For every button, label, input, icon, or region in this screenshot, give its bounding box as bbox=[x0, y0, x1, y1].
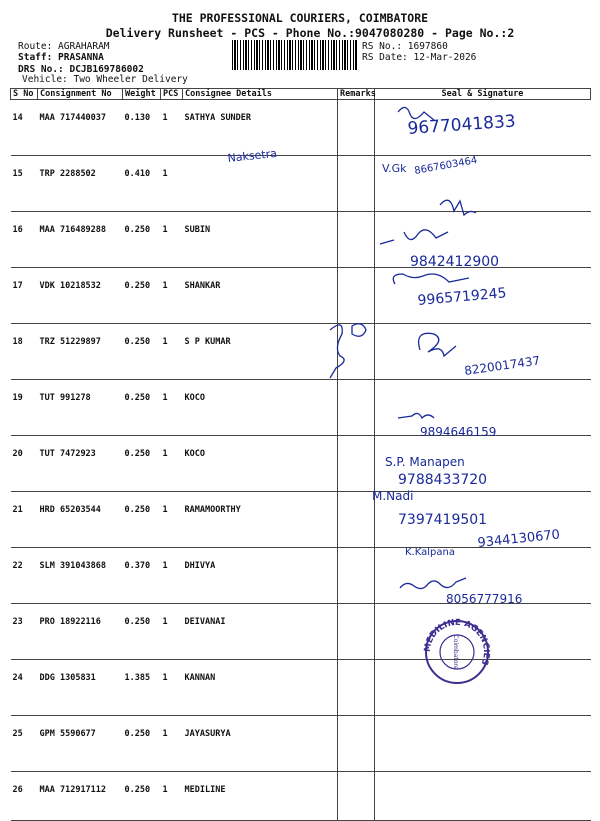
signature-cell bbox=[375, 436, 591, 492]
table-row bbox=[11, 100, 591, 156]
handwriting-row24-name: K.Kalpana bbox=[405, 547, 455, 558]
company-title: THE PROFESSIONAL COURIERS, COIMBATORE bbox=[171, 11, 429, 25]
consignment-cell: HRD 65203544 bbox=[38, 492, 123, 548]
pcs-cell: 1 bbox=[161, 548, 183, 604]
sno-cell: 14 bbox=[11, 100, 38, 156]
handwriting-row22-name: S.P. Manapen bbox=[385, 455, 465, 469]
staff-label: Staff: PRASANNA bbox=[18, 52, 104, 63]
weight-cell: 0.250 bbox=[123, 436, 161, 492]
table-row bbox=[11, 772, 591, 821]
pcs-cell: 1 bbox=[161, 436, 183, 492]
handwriting-row24-phone: 9344130670 bbox=[476, 527, 561, 551]
svg-text:MEDILINE AGENCIES: MEDILINE AGENCIES bbox=[422, 617, 492, 667]
handwriting-row22-phone: 9788433720 bbox=[398, 472, 488, 488]
sno-cell: 21 bbox=[11, 492, 38, 548]
signature-cell bbox=[375, 604, 591, 660]
pcs-cell: 1 bbox=[161, 212, 183, 268]
rs-date: RS Date: 12-Mar-2026 bbox=[362, 52, 477, 63]
consignment-cell: GPM 5590677 bbox=[38, 716, 123, 772]
table-row bbox=[11, 324, 591, 380]
weight-cell: 0.410 bbox=[123, 156, 161, 212]
remarks-cell bbox=[338, 772, 375, 821]
pcs-cell: 1 bbox=[161, 100, 183, 156]
remarks-cell bbox=[338, 604, 375, 660]
weight-cell: 0.250 bbox=[123, 492, 161, 548]
table-header bbox=[11, 89, 591, 100]
pcs-cell: 1 bbox=[161, 716, 183, 772]
weight-cell: 0.250 bbox=[123, 772, 161, 821]
consignment-cell: MAA 716489288 bbox=[38, 212, 123, 268]
svg-text:Coimbatore: Coimbatore bbox=[452, 634, 459, 670]
weight-cell: 0.370 bbox=[123, 548, 161, 604]
remarks-cell bbox=[338, 492, 375, 548]
handwriting-row17-phone: 9842412900 bbox=[410, 254, 500, 270]
consignment-cell: TUT 991278 bbox=[38, 380, 123, 436]
pcs-cell: 1 bbox=[161, 772, 183, 821]
consignee-cell: JAYASURYA bbox=[183, 716, 338, 772]
table-row bbox=[11, 380, 591, 436]
consignee-cell: RAMAMOORTHY bbox=[183, 492, 338, 548]
pcs-cell: 1 bbox=[161, 492, 183, 548]
signature-cell bbox=[375, 324, 591, 380]
sno-cell: 16 bbox=[11, 212, 38, 268]
table-row bbox=[11, 156, 591, 212]
consignee-cell: DEIVANAI bbox=[183, 604, 338, 660]
consignee-cell: SUBIN bbox=[183, 212, 338, 268]
table-row bbox=[11, 492, 591, 548]
col-signature: Seal & Signature bbox=[375, 89, 591, 100]
signature-cell bbox=[375, 716, 591, 772]
handwriting-row15-name: Naksetra bbox=[226, 146, 278, 165]
consignment-cell: DDG 1305831 bbox=[38, 660, 123, 716]
consignment-cell: MAA 712917112 bbox=[38, 772, 123, 821]
pcs-cell: 1 bbox=[161, 660, 183, 716]
signature-cell bbox=[375, 492, 591, 548]
route-label: Route: AGRAHARAM bbox=[18, 41, 110, 52]
consignee-cell: S P KUMAR bbox=[183, 324, 338, 380]
remarks-cell bbox=[338, 660, 375, 716]
table-row bbox=[11, 716, 591, 772]
signature-cell bbox=[375, 212, 591, 268]
consignee-cell bbox=[183, 156, 338, 212]
sno-cell: 15 bbox=[11, 156, 38, 212]
pcs-cell: 1 bbox=[161, 604, 183, 660]
remarks-cell bbox=[338, 548, 375, 604]
consignment-cell: TUT 7472923 bbox=[38, 436, 123, 492]
table-row bbox=[11, 660, 591, 716]
runsheet-subtitle: Delivery Runsheet - PCS - Phone No.:9047080280 - Page No.:2 bbox=[105, 26, 515, 40]
weight-cell: 0.250 bbox=[123, 604, 161, 660]
sno-cell: 19 bbox=[11, 380, 38, 436]
weight-cell: 0.250 bbox=[123, 212, 161, 268]
remarks-cell bbox=[338, 324, 375, 380]
col-sno: S No bbox=[11, 89, 38, 100]
weight-cell: 0.250 bbox=[123, 380, 161, 436]
table-row bbox=[11, 604, 591, 660]
sno-cell: 26 bbox=[11, 772, 38, 821]
signature-cell bbox=[375, 156, 591, 212]
col-weight: Weight bbox=[123, 89, 161, 100]
pcs-cell: 1 bbox=[161, 324, 183, 380]
remarks-cell bbox=[338, 100, 375, 156]
remarks-cell bbox=[338, 212, 375, 268]
remarks-cell bbox=[338, 380, 375, 436]
pcs-cell: 1 bbox=[161, 156, 183, 212]
handwriting-row23-phone: 7397419501 bbox=[398, 512, 488, 528]
col-consignee: Consignee Details bbox=[183, 89, 338, 100]
sno-cell: 17 bbox=[11, 268, 38, 324]
pcs-cell: 1 bbox=[161, 380, 183, 436]
signature-cell bbox=[375, 772, 591, 821]
handwriting-row25-phone: 8056777916 bbox=[446, 592, 523, 606]
consignee-cell: KOCO bbox=[183, 436, 338, 492]
handwriting-row15-phone: 8667603464 bbox=[413, 155, 479, 177]
remarks-cell bbox=[338, 716, 375, 772]
consignee-cell: SHANKAR bbox=[183, 268, 338, 324]
handwriting-row15-sig: V.Gk bbox=[382, 162, 407, 175]
signature-cell bbox=[375, 660, 591, 716]
weight-cell: 0.250 bbox=[123, 716, 161, 772]
sno-cell: 22 bbox=[11, 548, 38, 604]
rs-number: RS No.: 1697860 bbox=[362, 41, 448, 52]
consignment-cell: PRO 18922116 bbox=[38, 604, 123, 660]
table-row bbox=[11, 212, 591, 268]
handwriting-row18-phone: 9965719245 bbox=[416, 285, 508, 309]
drs-label: DRS No.: DCJB169786002 bbox=[18, 64, 144, 75]
sno-cell: 20 bbox=[11, 436, 38, 492]
consignment-cell: TRZ 51229897 bbox=[38, 324, 123, 380]
consignment-cell: TRP 2288502 bbox=[38, 156, 123, 212]
barcode bbox=[232, 40, 357, 70]
weight-cell: 0.250 bbox=[123, 268, 161, 324]
consignee-cell: KANNAN bbox=[183, 660, 338, 716]
handwriting-row14-phone: 9677041833 bbox=[406, 111, 517, 139]
col-remarks: Remarks bbox=[338, 89, 375, 100]
signature-cell bbox=[375, 380, 591, 436]
pcs-cell: 1 bbox=[161, 268, 183, 324]
consignment-cell: VDK 10218532 bbox=[38, 268, 123, 324]
runsheet-table bbox=[10, 88, 591, 821]
sno-cell: 24 bbox=[11, 660, 38, 716]
remarks-cell bbox=[338, 156, 375, 212]
signature-cell bbox=[375, 268, 591, 324]
vehicle-label: Vehicle: Two Wheeler Delivery bbox=[22, 74, 188, 85]
col-pcs: PCS bbox=[161, 89, 183, 100]
sno-cell: 23 bbox=[11, 604, 38, 660]
sno-cell: 18 bbox=[11, 324, 38, 380]
handwriting-row23-name: M.Nadi bbox=[372, 489, 414, 503]
consignment-cell: MAA 717440037 bbox=[38, 100, 123, 156]
weight-cell: 1.385 bbox=[123, 660, 161, 716]
signature-cell bbox=[375, 100, 591, 156]
handwriting-row21-phone: 9894646159 bbox=[420, 425, 497, 439]
table-row bbox=[11, 548, 591, 604]
handwriting-row20-phone: 8220017437 bbox=[463, 353, 542, 378]
table-row bbox=[11, 268, 591, 324]
col-consignment: Consignment No bbox=[38, 89, 123, 100]
consignee-cell: KOCO bbox=[183, 380, 338, 436]
weight-cell: 0.250 bbox=[123, 324, 161, 380]
weight-cell: 0.130 bbox=[123, 100, 161, 156]
remarks-cell bbox=[338, 268, 375, 324]
remarks-cell bbox=[338, 436, 375, 492]
consignment-cell: SLM 391043868 bbox=[38, 548, 123, 604]
consignee-cell: MEDILINE bbox=[183, 772, 338, 821]
consignee-cell: DHIVYA bbox=[183, 548, 338, 604]
consignee-cell: SATHYA SUNDER bbox=[183, 100, 338, 156]
signature-cell bbox=[375, 548, 591, 604]
sno-cell: 25 bbox=[11, 716, 38, 772]
table-row bbox=[11, 436, 591, 492]
